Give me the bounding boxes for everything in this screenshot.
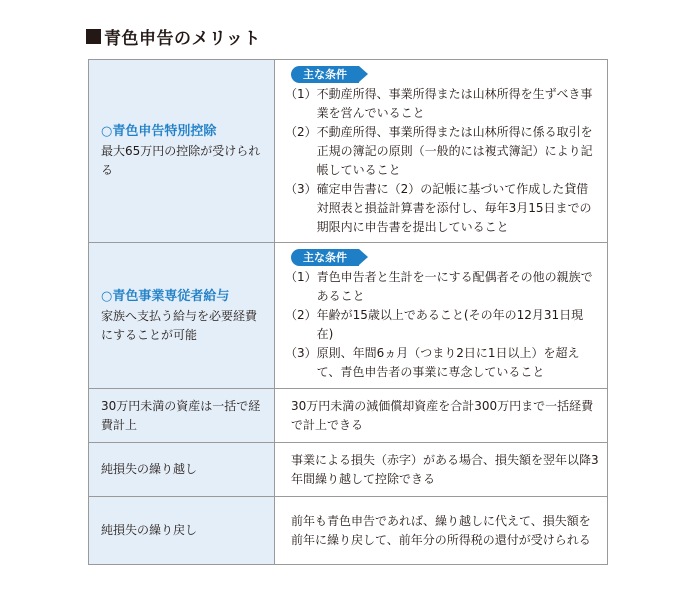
- condition-text: 年齢が15歳以上であること(その年の12月31日現在): [316, 308, 584, 341]
- condition-text: 原則、年間6ヵ月（つまり2日に1日以上）を超えて、青色申告者の事業に専念していること: [316, 346, 580, 379]
- row-title: ○青色申告特別控除: [101, 124, 217, 139]
- section-heading: [86, 24, 261, 48]
- row-label-cell: [89, 497, 275, 564]
- condition-item: [285, 306, 599, 344]
- row-label: 純損失の繰り戻し: [101, 523, 198, 537]
- row-detail-cell: [275, 389, 607, 442]
- condition-item: [285, 85, 599, 123]
- merits-table: [88, 59, 608, 565]
- row-label-cell: [89, 389, 275, 442]
- heading-text: 青色申告のメリット: [104, 28, 261, 49]
- condition-number: （1）: [285, 87, 317, 101]
- condition-text: 青色申告者と生計を一にする配偶者その他の親族であること: [316, 270, 593, 303]
- row-detail-text: 前年も青色申告であれば、繰り越しに代えて、損失額を前年に繰り戻して、前年分の所得税の還付が受けられる: [291, 513, 591, 547]
- table-row: [89, 389, 607, 443]
- condition-number: （2）: [285, 125, 317, 139]
- row-label: 30万円未満の資産は一括で経費計上: [101, 398, 261, 432]
- condition-text: 不動産所得、事業所得または山林所得を生ずべき事業を営んでいること: [316, 87, 593, 120]
- condition-item: [285, 268, 599, 306]
- table-row: [89, 60, 607, 243]
- row-title: ○青色事業専従者給与: [101, 288, 230, 304]
- row-detail-cell: [275, 443, 607, 496]
- table-row: [89, 243, 607, 389]
- condition-item: [285, 344, 599, 382]
- row-label-cell: [89, 443, 275, 496]
- condition-item: [285, 123, 599, 180]
- row-detail-text: 事業による損失（赤字）がある場合、損失額を翌年以降3年間繰り越して控除できる: [291, 452, 599, 486]
- row-subtitle: 最大65万円の控除が受けられる: [101, 144, 261, 177]
- condition-item: [285, 180, 599, 237]
- condition-number: （2）: [285, 308, 317, 322]
- row-detail-cell: [275, 60, 607, 242]
- conditions-list: [285, 85, 599, 237]
- condition-text: 確定申告書に（2）の記帳に基づいて作成した貸借対照表と損益計算書を添付し、毎年3月15日までの期限内に申告書を提出していること: [316, 182, 592, 234]
- conditions-badge: 主な条件: [291, 66, 359, 83]
- row-detail-cell: [275, 497, 607, 564]
- table-row: [89, 497, 607, 564]
- conditions-list: [285, 268, 599, 382]
- row-detail-cell: [275, 243, 607, 388]
- row-label: 純損失の繰り越し: [101, 462, 198, 476]
- condition-number: （1）: [285, 270, 317, 284]
- row-label-cell: [89, 243, 275, 388]
- condition-text: 不動産所得、事業所得または山林所得に係る取引を正規の簿記の原則（一般的には複式簿記）により記帳していること: [316, 125, 593, 177]
- condition-number: （3）: [285, 346, 317, 360]
- conditions-badge: 主な条件: [291, 249, 359, 266]
- condition-number: （3）: [285, 182, 317, 196]
- black-square-icon: [86, 29, 101, 44]
- row-label-cell: [89, 60, 275, 242]
- table-row: [89, 443, 607, 497]
- row-subtitle: 家族へ支払う給与を必要経費にすることが可能: [101, 308, 258, 342]
- row-detail-text: 30万円未満の減価償却資産を合計300万円まで一括経費で計上できる: [291, 398, 594, 432]
